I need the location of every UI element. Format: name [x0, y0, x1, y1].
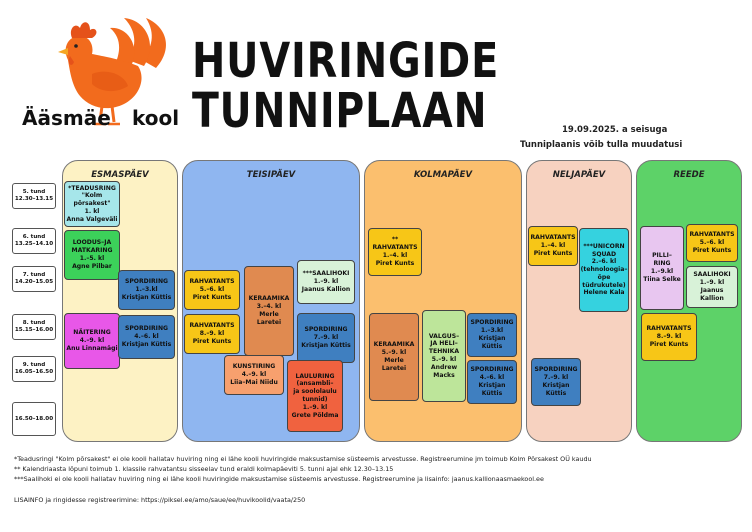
card-spordiring[interactable]: SPORDIRING 7.–9. kl Kristjan Küttis — [531, 358, 581, 406]
card-teadusring[interactable]: *TEADUSRING "Kolm põrsakest" 1. kl Anna Valgeväli — [64, 181, 120, 227]
card-lauluring[interactable]: LAULURING (ansambli– ja soololaulu tunnid) 1.–9. kl Grete Põldma — [287, 360, 343, 432]
card-spordiring[interactable]: SPORDIRING 4.–6. kl Kristjan Küttis — [118, 315, 175, 359]
card-spordiring[interactable]: SPORDIRING 1.–3.kl Kristjan Küttis — [118, 270, 175, 310]
day-header-kolmapaev: KOLMAPÄEV — [413, 170, 473, 180]
card-valgus-helitehnika[interactable]: VALGUS– JA HELI– TEHNIKA 5.–9. kl Andrew Macks — [422, 310, 466, 402]
card-saalihoki[interactable]: ***SAALIHOKI 1.–9. kl Jaanus Kallion — [297, 260, 355, 304]
lesson-number: 8. tund — [22, 320, 46, 327]
card-rahvatants[interactable]: RAHVATANTS 5.–6. kl Piret Kunts — [184, 270, 240, 310]
date-stamp: 19.09.2025. a seisuga — [562, 125, 668, 135]
card-rahvatants[interactable]: RAHVATANTS 8.–9. kl Piret Kunts — [641, 313, 697, 361]
lesson-time: 12.30–13.15 — [14, 196, 54, 202]
card-rahvatants[interactable]: RAHVATANTS 8.–9. kl Piret Kunts — [184, 314, 240, 354]
footnote: *Teadusringi "Kolm põrsakest" ei ole kooli hallatav huviring ning ei lähe kooli huviringide maksustamise süsteemis arvestusse. Registreerumine jm toimub Kolm Põrsakest OÜ kaudu — [14, 455, 592, 463]
page-title-line2: TUNNIPLAAN — [192, 83, 488, 139]
card-rahvatants[interactable]: RAHVATANTS 1.–4. kl Piret Kunts — [528, 226, 578, 266]
time-slot — [12, 183, 56, 209]
time-slot — [12, 266, 56, 292]
time-slot — [12, 402, 56, 436]
lesson-time: 15.15–16.00 — [14, 327, 54, 333]
card-rahvatants[interactable]: ** RAHVATANTS 1.–4. kl Piret Kunts — [368, 228, 422, 276]
registration-link[interactable]: LISAINFO ja ringidesse registreerimine: https://piksel.ee/amo/saue/ee/huvikoolid/vaata/250 — [14, 496, 306, 504]
day-header-reede: REEDE — [673, 170, 705, 180]
card-unicorn-squad[interactable]: ***UNICORN SQUAD 2.–6. kl (tehnoloogia– õpe tüdrukutele) Helene Kala — [579, 228, 629, 312]
lesson-time: 13.25–14.10 — [14, 241, 54, 247]
day-header-neljapaev: NELJAPÄEV — [552, 170, 606, 180]
school-name-right: kool — [132, 106, 180, 130]
day-header-teisipaev: TEISIPÄEV — [246, 170, 296, 180]
card-spordiring[interactable]: SPORDIRING 7.–9. kl Kristjan Küttis — [297, 313, 355, 363]
card-keraamika[interactable]: KERAAMIKA 3.–4. kl Merle Laretei — [244, 266, 294, 356]
lesson-time: 16.05–16.50 — [14, 369, 54, 375]
lesson-number: 9. tund — [22, 362, 46, 369]
lesson-time: 14.20–15.05 — [14, 279, 54, 285]
time-slot — [12, 314, 56, 340]
page-title-line1: HUVIRINGIDE — [192, 33, 500, 89]
card-spordiring[interactable]: SPORDIRING 4.–6. kl Kristjan Küttis — [467, 360, 517, 404]
day-header-esmaspaev: ESMASPÄEV — [91, 170, 149, 180]
card-naitering[interactable]: NÄITERING 4.–9. kl Anu Linnamägi — [64, 313, 120, 369]
footnote: ***Saalihoki ei ole kooli hallatav huviring ning ei lähe kooli huviringide maksustamise süsteemis arvestusse. Registreerumine ja lisainfo: jaanus.kallionaasmaekool.ee — [14, 475, 544, 483]
lesson-number: 7. tund — [22, 272, 46, 279]
footnote: ** Kalendriaasta lõpuni toimub 1. klassile rahvatantsu sisseelav tund eraldi kolmapäeviti 5. tunni ajal ehk 12.30–13.15 — [14, 465, 394, 473]
lesson-number: 6. tund — [22, 234, 46, 241]
card-spordiring[interactable]: SPORDIRING 1.–3.kl Kristjan Küttis — [467, 313, 517, 357]
card-loodus-matkaring[interactable]: LOODUS–JA MATKARING 1.–5. kl Agne Pilbar — [64, 230, 120, 280]
card-pilliring[interactable]: PILLI– RING 1.–9.kl Tiina Selke — [640, 226, 684, 310]
card-kunstiring[interactable]: KUNSTIRING 4.–9. kl Liia–Mai Niidu — [224, 355, 284, 395]
school-name-left: Ääsmäe — [22, 106, 111, 130]
time-slot — [12, 356, 56, 382]
card-saalihoki[interactable]: SAALIHOKI 1.–9. kl Jaanus Kallion — [686, 266, 738, 308]
card-rahvatants[interactable]: RAHVATANTS 5.–6. kl Piret Kunts — [686, 224, 738, 262]
lesson-number: 5. tund — [22, 189, 46, 196]
card-keraamika[interactable]: KERAAMIKA 5.–9. kl Merle Laretei — [369, 313, 419, 401]
lesson-time: 16.50–18.00 — [14, 415, 54, 422]
time-slot — [12, 228, 56, 254]
change-notice: Tunniplaanis võib tulla muudatusi — [520, 140, 683, 150]
